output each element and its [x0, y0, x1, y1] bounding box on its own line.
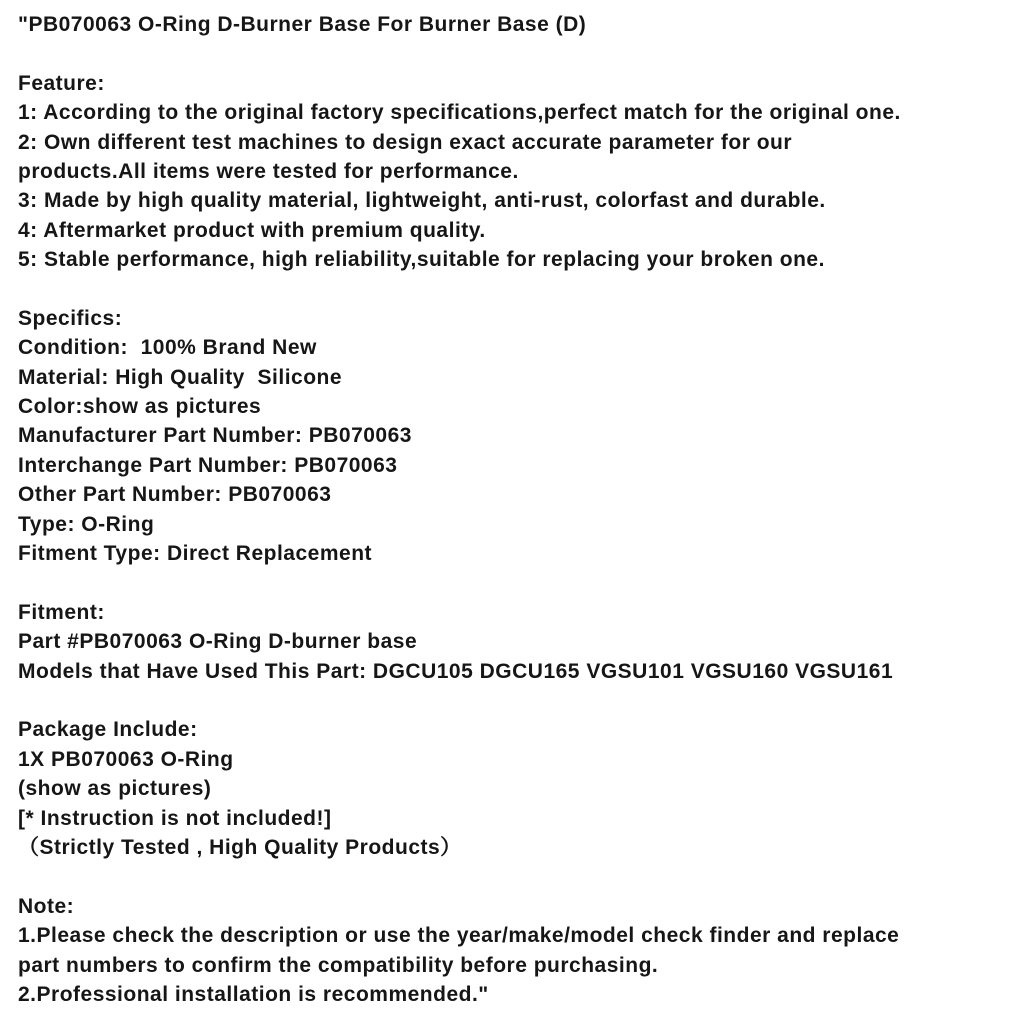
section-feature: [18, 69, 1020, 275]
text-line: 3: Made by high quality material, lightweight, anti-rust, colorfast and durable.: [18, 189, 826, 213]
section-fitment: [18, 598, 1020, 686]
text-line: Condition: 100% Brand New: [18, 336, 317, 360]
text-line: "PB070063 O-Ring D-Burner Base For Burner Base (D): [18, 13, 587, 36]
section-heading-note: Note:: [18, 894, 75, 918]
text-line: Color:show as pictures: [18, 395, 262, 419]
section-heading-feature: Feature:: [18, 71, 105, 95]
text-line: Material: High Quality Silicone: [18, 365, 343, 389]
section-note: [18, 892, 1020, 1010]
text-line: Part #PB070063 O-Ring D-burner base: [18, 630, 418, 654]
section-heading-package-include: Package Include:: [18, 718, 198, 742]
text-line: 1.Please check the description or use the year/make/model check finder and replace: [18, 924, 900, 948]
text-line: part numbers to confirm the compatibility before purchasing.: [18, 953, 659, 977]
text-line: 1: According to the original factory specifications,perfect match for the original one.: [18, 101, 901, 125]
text-line: 2: Own different test machines to design exact accurate parameter for our: [18, 130, 793, 154]
text-line: 1X PB070063 O-Ring: [18, 747, 234, 771]
text-line: Interchange Part Number: PB070063: [18, 453, 398, 477]
section-package-include: [18, 715, 1020, 862]
text-line: products.All items were tested for performance.: [18, 159, 519, 183]
text-line: Type: O-Ring: [18, 512, 155, 536]
text-line: [* Instruction is not included!]: [18, 806, 332, 830]
text-line: 2.Professional installation is recommended.": [18, 982, 489, 1006]
section-heading-fitment: Fitment:: [18, 600, 105, 624]
text-line: Manufacturer Part Number: PB070063: [18, 424, 412, 448]
text-line: (show as pictures): [18, 777, 212, 801]
section-specifics: [18, 304, 1020, 569]
section-heading-specifics: Specifics:: [18, 306, 123, 330]
text-line: 4: Aftermarket product with premium quality.: [18, 218, 486, 242]
text-line: 5: Stable performance, high reliability,suitable for replacing your broken one.: [18, 248, 825, 272]
text-line: （Strictly Tested , High Quality Products）: [18, 835, 462, 859]
text-line: Models that Have Used This Part: DGCU105 DGCU165 VGSU101 VGSU160 VGSU161: [18, 659, 894, 683]
text-line: Other Part Number: PB070063: [18, 483, 332, 507]
section-title: [18, 10, 1020, 39]
text-line: Fitment Type: Direct Replacement: [18, 542, 373, 566]
